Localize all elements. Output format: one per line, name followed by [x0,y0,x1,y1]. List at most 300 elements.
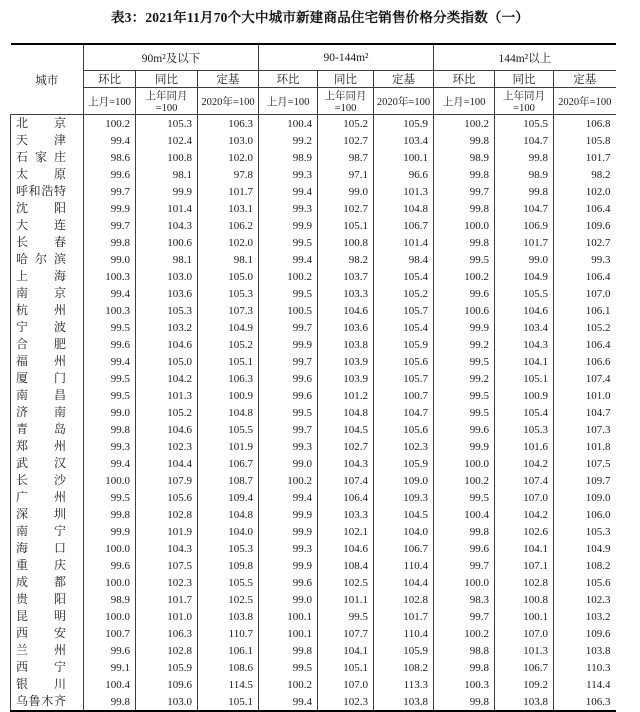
value-cell: 105.9 [374,115,434,133]
subheader-mom: 环比 [84,71,136,88]
value-cell: 100.3 [84,268,136,285]
table-row [11,489,616,506]
value-cell: 105.6 [136,489,198,506]
value-cell: 99.0 [259,591,318,608]
value-cell: 99.3 [84,438,136,455]
city-name: 南京 [16,286,66,300]
page-title: 表3：2021年11月70个大中城市新建商品住宅销售价格分类指数（一） [110,10,529,25]
table-row [11,591,616,608]
value-cell: 99.0 [318,183,374,200]
value-cell: 101.3 [495,642,554,659]
value-cell: 110.3 [554,659,616,676]
city-name: 重庆 [16,558,66,572]
table-row [11,693,616,711]
value-cell: 102.5 [198,591,259,608]
value-cell: 105.0 [136,353,198,370]
value-cell: 99.9 [84,200,136,217]
value-cell: 99.5 [84,387,136,404]
value-cell: 99.4 [84,455,136,472]
value-cell: 101.0 [136,608,198,625]
value-cell: 99.8 [495,183,554,200]
value-cell: 104.8 [318,404,374,421]
value-cell: 100.8 [495,591,554,608]
table-row [11,421,616,438]
value-cell: 105.1 [198,353,259,370]
value-cell: 107.3 [554,421,616,438]
city-cell [11,234,84,251]
value-cell: 105.1 [318,659,374,676]
value-cell: 102.7 [318,200,374,217]
value-cell: 99.2 [259,132,318,149]
table-row [11,166,616,183]
table-row [11,506,616,523]
value-cell: 102.3 [136,574,198,591]
city-cell [11,183,84,200]
city-name: 天津 [16,133,66,147]
value-cell: 106.7 [198,455,259,472]
value-cell: 100.9 [495,387,554,404]
value-cell: 99.3 [259,166,318,183]
city-cell [11,591,84,608]
city-name: 呼和浩特 [16,184,66,198]
value-cell: 99.4 [259,251,318,268]
table-row [11,659,616,676]
value-cell: 99.8 [434,523,495,540]
value-cell: 99.6 [434,421,495,438]
value-cell: 105.1 [198,693,259,711]
value-cell: 105.3 [198,540,259,557]
value-cell: 100.0 [84,472,136,489]
value-cell: 103.8 [554,642,616,659]
value-cell: 100.3 [84,302,136,319]
value-cell: 99.6 [434,540,495,557]
table-row [11,557,616,574]
header-group-row [11,44,616,71]
value-cell: 102.3 [554,591,616,608]
value-cell: 110.7 [198,625,259,642]
city-name: 杭州 [16,303,66,317]
base-label: 上月=100 [259,88,318,115]
value-cell: 99.4 [259,693,318,711]
table-row [11,336,616,353]
value-cell: 102.6 [495,523,554,540]
value-cell: 104.9 [495,268,554,285]
value-cell: 104.4 [136,455,198,472]
value-cell: 103.8 [374,693,434,711]
city-name: 宁波 [16,320,66,334]
city-cell [11,268,84,285]
value-cell: 101.7 [554,149,616,166]
table-row [11,455,616,472]
header-base-row [11,88,616,115]
value-cell: 105.3 [495,421,554,438]
value-cell: 106.4 [554,200,616,217]
value-cell: 99.2 [434,370,495,387]
value-cell: 99.5 [84,489,136,506]
city-cell [11,200,84,217]
value-cell: 104.8 [198,404,259,421]
base-label: 上年同月=100 [495,88,554,115]
city-cell [11,251,84,268]
subheader-fixed-base: 定基 [554,71,616,88]
value-cell: 97.1 [318,166,374,183]
value-cell: 99.8 [434,659,495,676]
value-cell: 98.1 [136,251,198,268]
value-cell: 108.2 [374,659,434,676]
value-cell: 100.2 [84,115,136,133]
value-cell: 100.2 [434,268,495,285]
value-cell: 99.5 [434,404,495,421]
value-cell: 104.7 [495,200,554,217]
value-cell: 103.0 [136,268,198,285]
value-cell: 106.1 [554,302,616,319]
group-header-90-144: 90-144m² [259,44,434,71]
value-cell: 114.5 [198,676,259,693]
value-cell: 104.2 [136,370,198,387]
value-cell: 105.2 [136,404,198,421]
value-cell: 104.1 [495,353,554,370]
value-cell: 107.4 [318,472,374,489]
value-cell: 100.5 [259,302,318,319]
city-name: 西宁 [16,660,66,674]
value-cell: 99.8 [434,693,495,711]
city-cell [11,642,84,659]
base-label: 2020年=100 [374,88,434,115]
value-cell: 105.2 [318,115,374,133]
table-row [11,676,616,693]
value-cell: 105.2 [198,336,259,353]
table-row [11,625,616,642]
value-cell: 99.7 [259,353,318,370]
value-cell: 105.2 [554,319,616,336]
city-cell [11,132,84,149]
value-cell: 100.2 [434,472,495,489]
value-cell: 109.8 [198,557,259,574]
table-header [11,44,616,115]
city-cell [11,659,84,676]
value-cell: 108.6 [198,659,259,676]
value-cell: 104.7 [495,132,554,149]
base-label: 2020年=100 [554,88,616,115]
value-cell: 99.8 [434,200,495,217]
city-name: 太原 [16,167,66,181]
table-row [11,217,616,234]
value-cell: 107.9 [136,472,198,489]
table-row [11,404,616,421]
value-cell: 103.9 [318,370,374,387]
value-cell: 100.6 [136,234,198,251]
value-cell: 106.1 [198,642,259,659]
value-cell: 101.1 [318,591,374,608]
value-cell: 114.4 [554,676,616,693]
value-cell: 100.0 [84,540,136,557]
value-cell: 105.8 [554,132,616,149]
value-cell: 102.7 [318,438,374,455]
table-row [11,115,616,133]
value-cell: 106.7 [374,540,434,557]
city-cell [11,455,84,472]
value-cell: 105.9 [374,642,434,659]
value-cell: 99.3 [259,438,318,455]
value-cell: 102.8 [136,642,198,659]
subheader-mom: 环比 [434,71,495,88]
value-cell: 98.2 [554,166,616,183]
value-cell: 105.7 [374,302,434,319]
value-cell: 107.7 [318,625,374,642]
value-cell: 109.7 [554,472,616,489]
value-cell: 105.1 [495,370,554,387]
value-cell: 103.9 [318,353,374,370]
value-cell: 101.3 [374,183,434,200]
value-cell: 100.4 [259,115,318,133]
table-row [11,540,616,557]
value-cell: 106.4 [554,336,616,353]
value-cell: 101.4 [136,200,198,217]
value-cell: 99.8 [259,642,318,659]
value-cell: 103.8 [318,336,374,353]
value-cell: 100.3 [434,676,495,693]
value-cell: 109.6 [554,625,616,642]
header-sub-row [11,71,616,88]
value-cell: 100.0 [434,574,495,591]
city-cell [11,217,84,234]
value-cell: 107.4 [554,370,616,387]
value-cell: 105.6 [374,421,434,438]
value-cell: 105.2 [374,285,434,302]
city-name: 北京 [16,116,66,130]
value-cell: 101.0 [554,387,616,404]
value-cell: 99.5 [434,353,495,370]
value-cell: 99.6 [84,166,136,183]
value-cell: 109.6 [136,676,198,693]
value-cell: 100.9 [198,387,259,404]
city-name: 成都 [16,575,66,589]
value-cell: 99.7 [434,183,495,200]
value-cell: 99.7 [434,557,495,574]
value-cell: 113.3 [374,676,434,693]
value-cell: 98.9 [259,149,318,166]
value-cell: 98.3 [434,591,495,608]
city-name: 哈尔滨 [16,252,66,266]
value-cell: 101.7 [374,608,434,625]
value-cell: 108.7 [198,472,259,489]
value-cell: 101.9 [136,523,198,540]
value-cell: 101.7 [495,234,554,251]
value-cell: 99.3 [259,200,318,217]
value-cell: 103.0 [198,132,259,149]
city-name: 昆明 [16,609,66,623]
value-cell: 98.2 [318,251,374,268]
value-cell: 102.3 [136,438,198,455]
value-cell: 102.5 [318,574,374,591]
value-cell: 102.4 [136,132,198,149]
value-cell: 105.3 [554,523,616,540]
base-label: 上年同月=100 [318,88,374,115]
value-cell: 104.7 [374,404,434,421]
value-cell: 104.3 [136,217,198,234]
value-cell: 106.3 [554,693,616,711]
value-cell: 105.5 [495,115,554,133]
city-cell [11,149,84,166]
value-cell: 104.1 [318,642,374,659]
value-cell: 100.1 [374,149,434,166]
table-row [11,523,616,540]
value-cell: 110.4 [374,557,434,574]
value-cell: 98.9 [495,166,554,183]
value-cell: 99.7 [84,183,136,200]
value-cell: 100.2 [259,472,318,489]
table-row [11,387,616,404]
city-cell [11,523,84,540]
value-cell: 99.4 [259,489,318,506]
value-cell: 103.6 [318,319,374,336]
value-cell: 99.9 [84,523,136,540]
value-cell: 107.3 [198,302,259,319]
value-cell: 107.0 [554,285,616,302]
base-label: 上月=100 [84,88,136,115]
value-cell: 106.2 [198,217,259,234]
city-cell [11,574,84,591]
value-cell: 103.1 [198,200,259,217]
value-cell: 104.6 [136,336,198,353]
value-cell: 105.1 [318,217,374,234]
value-cell: 99.7 [259,421,318,438]
value-cell: 99.8 [84,421,136,438]
value-cell: 99.5 [318,608,374,625]
group-header-over-144: 144m²以上 [434,44,616,71]
value-cell: 109.3 [374,489,434,506]
value-cell: 99.8 [84,506,136,523]
value-cell: 103.8 [495,693,554,711]
value-cell: 99.8 [434,132,495,149]
value-cell: 98.9 [84,591,136,608]
table-row [11,132,616,149]
value-cell: 99.7 [434,608,495,625]
city-name: 合肥 [16,337,66,351]
city-name: 上海 [16,269,66,283]
city-cell [11,115,84,133]
city-cell [11,489,84,506]
subheader-fixed-base: 定基 [374,71,434,88]
table-row [11,574,616,591]
table-row [11,472,616,489]
value-cell: 100.0 [84,608,136,625]
value-cell: 104.2 [495,455,554,472]
value-cell: 102.8 [136,506,198,523]
city-name: 武汉 [16,456,66,470]
city-cell [11,676,84,693]
value-cell: 102.3 [318,693,374,711]
table-row [11,438,616,455]
city-name: 沈阳 [16,201,66,215]
value-cell: 108.2 [554,557,616,574]
value-cell: 106.4 [318,489,374,506]
value-cell: 102.0 [554,183,616,200]
value-cell: 99.5 [259,404,318,421]
value-cell: 107.1 [495,557,554,574]
value-cell: 104.2 [495,506,554,523]
value-cell: 102.7 [554,234,616,251]
value-cell: 99.5 [84,319,136,336]
value-cell: 99.0 [84,404,136,421]
value-cell: 100.2 [434,625,495,642]
value-cell: 104.5 [318,421,374,438]
value-cell: 109.0 [554,489,616,506]
value-cell: 104.8 [198,506,259,523]
value-cell: 110.4 [374,625,434,642]
value-cell: 104.1 [495,540,554,557]
city-name: 兰州 [16,643,66,657]
subheader-yoy: 同比 [318,71,374,88]
value-cell: 104.0 [198,523,259,540]
value-cell: 108.4 [318,557,374,574]
table-row [11,234,616,251]
city-cell [11,540,84,557]
city-cell [11,166,84,183]
city-name: 南宁 [16,524,66,538]
value-cell: 106.4 [554,268,616,285]
city-cell [11,693,84,711]
value-cell: 102.0 [198,234,259,251]
city-cell [11,404,84,421]
value-cell: 105.3 [136,302,198,319]
value-cell: 104.7 [554,404,616,421]
value-cell: 99.0 [495,251,554,268]
value-cell: 100.7 [84,625,136,642]
city-name: 西安 [16,626,66,640]
table-row [11,353,616,370]
value-cell: 98.6 [84,149,136,166]
value-cell: 105.7 [374,370,434,387]
value-cell: 99.4 [84,285,136,302]
table-row [11,370,616,387]
value-cell: 106.8 [554,115,616,133]
value-cell: 99.8 [84,693,136,711]
value-cell: 102.8 [495,574,554,591]
value-cell: 106.3 [198,115,259,133]
value-cell: 100.1 [259,625,318,642]
value-cell: 102.3 [374,438,434,455]
value-cell: 101.7 [136,591,198,608]
value-cell: 105.9 [136,659,198,676]
value-cell: 98.1 [198,251,259,268]
value-cell: 107.0 [495,625,554,642]
value-cell: 101.3 [136,387,198,404]
value-cell: 99.8 [495,149,554,166]
value-cell: 100.4 [84,676,136,693]
table-row [11,251,616,268]
value-cell: 105.9 [374,336,434,353]
value-cell: 99.8 [434,234,495,251]
value-cell: 105.5 [495,285,554,302]
value-cell: 100.1 [495,608,554,625]
value-cell: 107.0 [495,489,554,506]
value-cell: 100.2 [259,676,318,693]
city-cell [11,336,84,353]
value-cell: 102.7 [318,132,374,149]
value-cell: 99.0 [84,251,136,268]
value-cell: 106.0 [554,506,616,523]
value-cell: 99.6 [259,370,318,387]
value-cell: 100.8 [318,234,374,251]
value-cell: 109.6 [554,217,616,234]
city-cell [11,387,84,404]
value-cell: 99.3 [554,251,616,268]
value-cell: 100.2 [259,268,318,285]
value-cell: 99.7 [259,319,318,336]
value-cell: 99.1 [84,659,136,676]
value-cell: 104.5 [374,506,434,523]
